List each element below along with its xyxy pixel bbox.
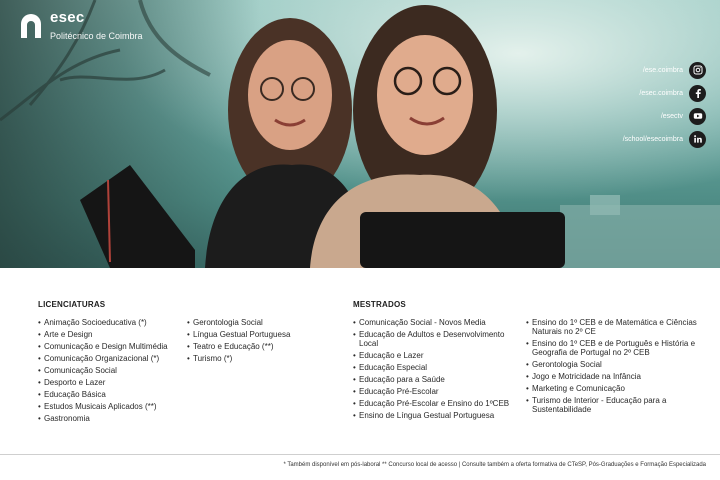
mestrados-list-2 [526, 318, 706, 417]
list-item: • Gastronomia [38, 414, 188, 423]
social-youtube[interactable] [623, 107, 706, 125]
list-item: • Turismo (*) [187, 354, 327, 363]
list-item: • Educação Básica [38, 390, 188, 399]
list-item: • Comunicação Social - Novos Media [353, 318, 518, 327]
footnote: * Também disponível em pós-laboral ** Concurso local de acesso | Consulte também a oferta formativa de CTeSP, Pós-Graduações e Formação Especializada [283, 462, 706, 468]
list-item: • Teatro e Educação (**) [187, 342, 327, 351]
list-item: • Educação Pré-Escolar [353, 387, 518, 396]
social-instagram[interactable] [623, 61, 706, 79]
esec-logo-icon [18, 10, 44, 40]
mestrados-title: MESTRADOS [353, 300, 406, 309]
brand-subtitle: Politécnico de Coimbra [50, 31, 143, 41]
list-item: • Animação Socioeducativa (*) [38, 318, 188, 327]
list-item: • Marketing e Comunicação [526, 384, 706, 393]
youtube-icon[interactable] [689, 108, 706, 125]
instagram-icon[interactable] [689, 62, 706, 79]
social-links [623, 61, 706, 153]
facebook-icon[interactable] [689, 85, 706, 102]
licenciaturas-list-2 [187, 318, 327, 366]
list-item: • Educação de Adultos e Desenvolvimento Local [353, 330, 518, 348]
linkedin-icon[interactable] [689, 131, 706, 148]
social-label[interactable]: /esectv [660, 112, 683, 120]
footer-divider [0, 454, 720, 455]
list-item: • Comunicação e Design Multimédia [38, 342, 188, 351]
licenciaturas-title: LICENCIATURAS [38, 300, 106, 309]
list-item: • Ensino do 1º CEB e de Matemática e Ciências Naturais no 2º CE [526, 318, 706, 336]
social-facebook[interactable] [623, 84, 706, 102]
social-label[interactable]: /esec.coimbra [639, 89, 683, 97]
list-item: • Turismo de Interior - Educação para a Sustentabilidade [526, 396, 706, 414]
list-item: • Gerontologia Social [187, 318, 327, 327]
list-item: • Língua Gestual Portuguesa [187, 330, 327, 339]
list-item: • Educação para a Saúde [353, 375, 518, 384]
list-item: • Comunicação Social [38, 366, 188, 375]
social-label[interactable]: /ese.coimbra [642, 66, 683, 74]
list-item: • Desporto e Lazer [38, 378, 188, 387]
list-item: • Educação Pré-Escolar e Ensino do 1ºCEB [353, 399, 518, 408]
social-label[interactable]: /school/esecoimbra [622, 135, 683, 143]
licenciaturas-list-1 [38, 318, 188, 426]
social-linkedin[interactable] [623, 130, 706, 148]
list-item: • Educação e Lazer [353, 351, 518, 360]
list-item: • Estudos Musicais Aplicados (**) [38, 402, 188, 411]
list-item: • Jogo e Motricidade na Infância [526, 372, 706, 381]
brand-name: esec [50, 9, 85, 26]
mestrados-list-1 [353, 318, 518, 423]
list-item: • Arte e Design [38, 330, 188, 339]
list-item: • Comunicação Organizacional (*) [38, 354, 188, 363]
list-item: • Gerontologia Social [526, 360, 706, 369]
list-item: • Educação Especial [353, 363, 518, 372]
list-item: • Ensino do 1º CEB e de Português e História e Geografia de Portugal no 2º CEB [526, 339, 706, 357]
list-item: • Ensino de Língua Gestual Portuguesa [353, 411, 518, 420]
brand-logo[interactable] [18, 10, 143, 42]
